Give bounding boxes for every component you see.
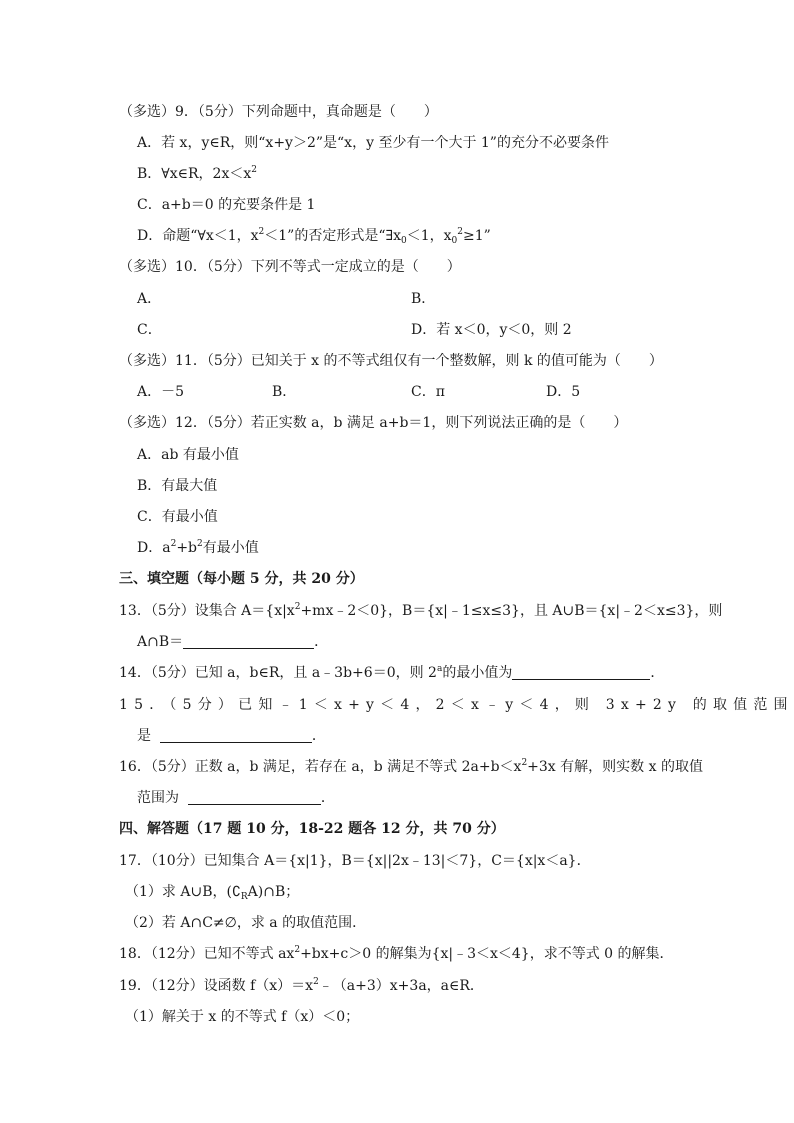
q16-line2: 范围为 ． [137, 790, 335, 806]
section-3-heading: 三、填空题（每小题 5 分，共 20 分） [119, 571, 364, 587]
q11-option-c: C．π [411, 384, 445, 400]
q14-line: 14．（5分）已知 a，b∈R，且 a﹣3b+6＝0，则 2$^a$的最小值为 ． [119, 664, 665, 681]
q17-stem: 17．（10分）已知集合 A＝{x|1}，B＝{x||2x﹣13|＜7}，C＝{x|x＜a}． [119, 853, 591, 869]
q12-option-b: B．有最大值 [137, 478, 218, 494]
q10-option-c: C． [137, 322, 162, 338]
q9-option-c: C．a+b＝0 的充要条件是 1 [137, 197, 316, 213]
q11-stem: （多选）11．（5分）已知关于 x 的不等式组仅有一个整数解，则 k 的值可能为（ ） [119, 353, 663, 369]
q9-option-a: A．若 x，y∈R，则“x+y＞2”是“x，y 至少有一个大于 1”的充分不必要条件 [137, 135, 609, 151]
q13-line2: A∩B＝ ． [137, 634, 329, 650]
q11-option-a: A．－5 [137, 384, 185, 400]
q15-line1: 15．（5分）已知﹣1＜x+y＜4，2＜x﹣y＜4，则 3x+2y 的取值范围 [119, 697, 794, 713]
q19-stem: 19．（12分）设函数 $f(x)=x^2﹣(a+3)x+3a$，a∈R． [119, 977, 484, 994]
q10-stem: （多选）10．（5分）下列不等式一定成立的是（ ） [119, 259, 461, 275]
q13-line1: 13．（5分）设集合 $A=\{x|x^2+mx﹣2<0\}$，B＝{x|﹣1≤x≤3}，且 A∪B＝{x|﹣2＜x≤3}，则 [119, 602, 723, 619]
q9-stem: （多选）9．（5分）下列命题中，真命题是（ ） [119, 104, 438, 120]
q11-option-d: D．5 [546, 384, 581, 400]
section-4-heading: 四、解答题（17 题 10 分，18-22 题各 12 分，共 70 分） [119, 821, 505, 837]
q16-line1: 16．（5分）正数 a，b 满足，若存在 a，b 满足不等式 $2a+b<x^2+3x$ 有解，则实数 x 的取值 [119, 758, 703, 775]
q18-stem: 18．（12分）已知不等式 $ax^2+bx+c>0$ 的解集为{x|﹣3＜x＜4}，求不等式 0 的解集． [119, 945, 674, 962]
q11-option-b: B． [272, 384, 297, 400]
q15-line2: 是 ． [137, 728, 326, 744]
q10-option-a: A． [137, 291, 162, 307]
q10-option-b: B． [411, 291, 436, 307]
q10-option-d: D．若 x＜0，y＜0，则 2 [411, 322, 572, 338]
q12-option-a: A．ab 有最小值 [137, 447, 239, 463]
q9-option-d: D．命题“∀x＜1，$x^2<1$”的否定形式是“$\exists x_0<1$，$x_0^2\ge 1$” [137, 227, 491, 246]
q12-stem: （多选）12．（5分）若正实数 a，b 满足 a+b＝1，则下列说法正确的是（ ） [119, 415, 628, 431]
q9-option-b: B．∀x∈R，$2x<x^2$ [137, 165, 257, 182]
q14-answer-blank[interactable] [512, 665, 650, 680]
q13-answer-blank[interactable] [183, 634, 314, 649]
q17-part2: （2）若 A∩C≠∅，求 a 的取值范围． [125, 915, 367, 931]
q12-option-c: C．有最小值 [137, 509, 218, 525]
q12-option-d: D．$a^2+b^2$有最小值 [137, 539, 259, 556]
q16-answer-blank[interactable] [188, 790, 321, 805]
q17-part1: （1）求 A∪B，$(∁_RA)\cap B$； [125, 884, 300, 902]
q15-answer-blank[interactable] [160, 728, 312, 743]
q19-part1: （1）解关于 x 的不等式 f（x）＜0； [125, 1009, 360, 1025]
